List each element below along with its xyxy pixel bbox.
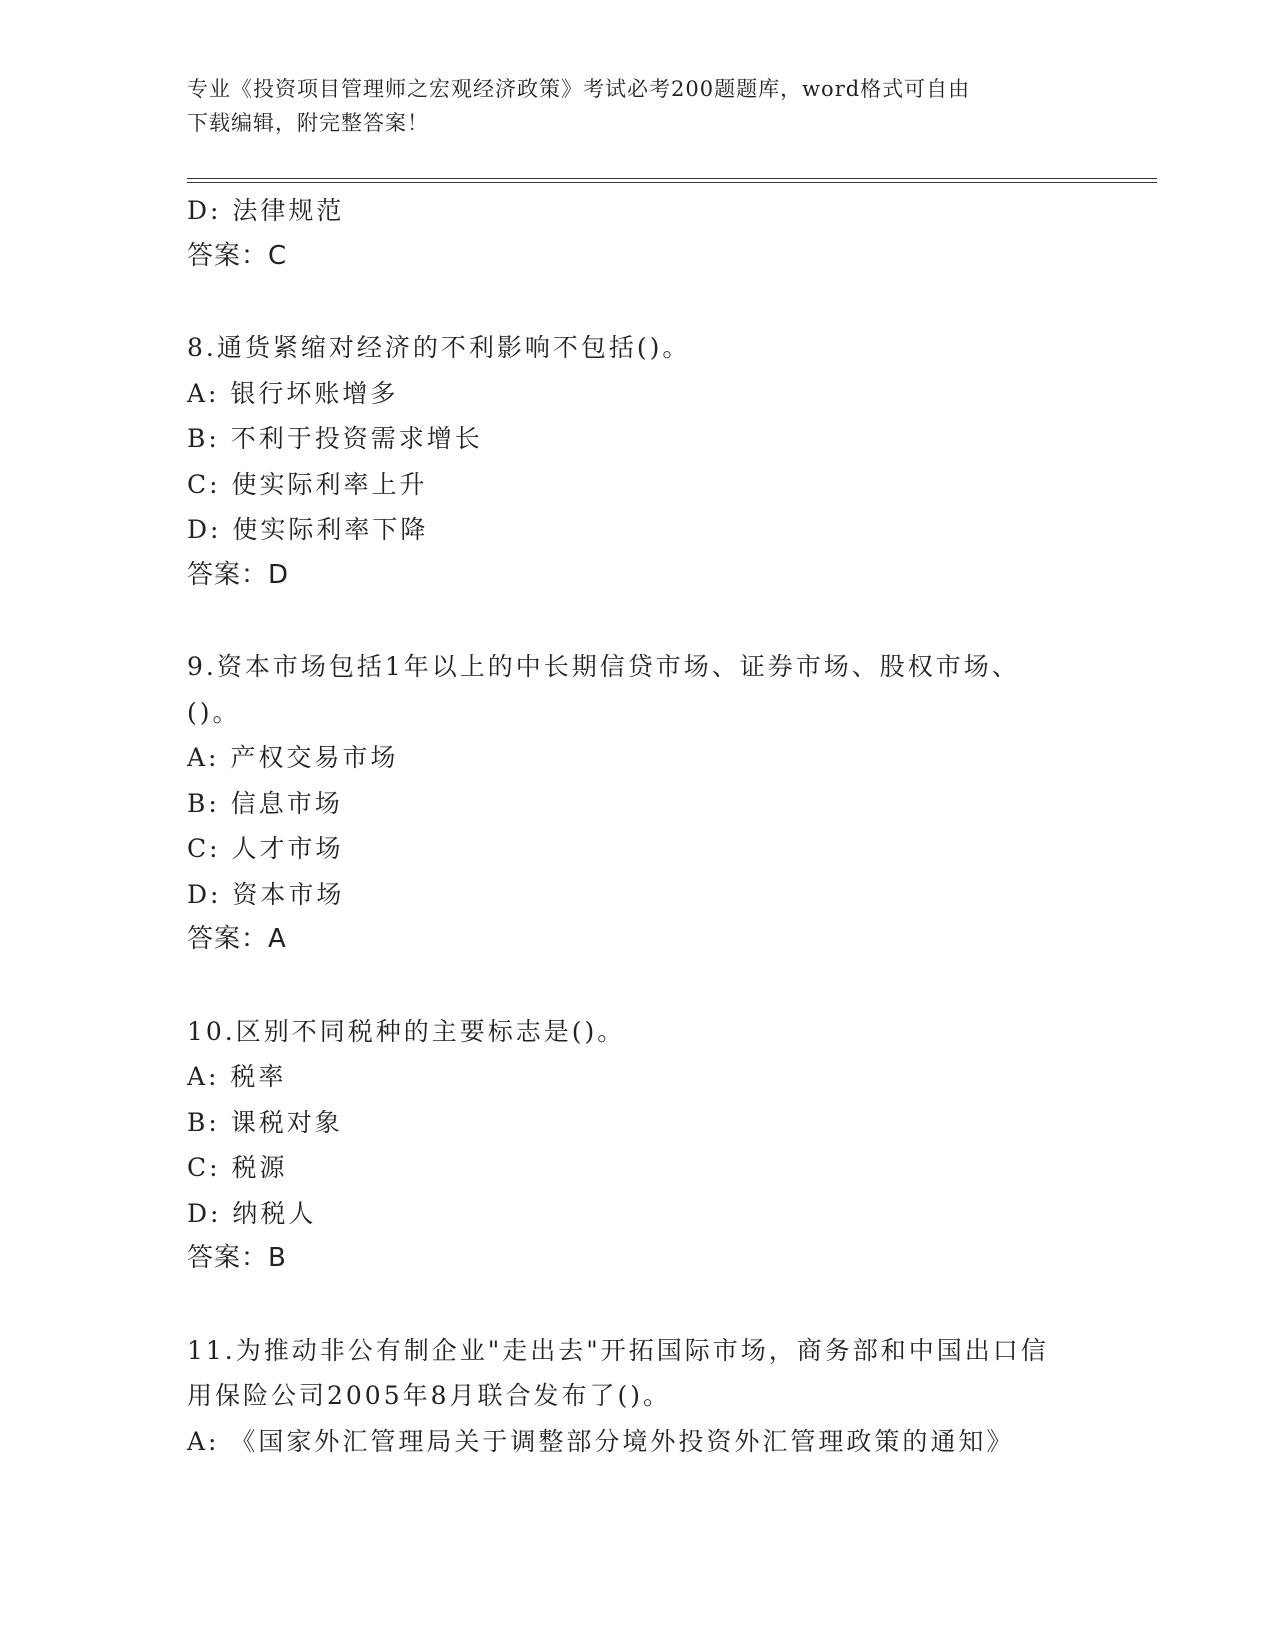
question-stem: 8.通货紧缩对经济的不利影响不包括()。 [187,333,691,362]
question-list [187,188,1087,1464]
option-b: B: 课税对象 [187,1107,343,1137]
option-c: C: 人才市场 [187,834,344,863]
question-stem: 9.资本市场包括1年以上的中长期信贷市场、证券市场、股权市场、 [187,652,1020,681]
header-line-1: 专业《投资项目管理师之宏观经济政策》考试必考200题题库，word格式可自由 [187,77,971,101]
header-divider [187,178,1157,183]
question-9 [187,644,1087,963]
question-stem: 11.为推动非公有制企业"走出去"开拓国际市场，商务部和中国出口信 [187,1335,1049,1365]
question-stem: 10.区别不同税种的主要标志是()。 [187,1016,626,1046]
option-a: A: 银行坏账增多 [187,378,399,408]
question-11 [187,1328,1087,1465]
question-stem-continued: 用保险公司2005年8月联合发布了()。 [187,1381,672,1410]
question-10 [187,1009,1087,1282]
spacer [187,963,1087,1009]
answer-line: 答案：A [187,924,287,954]
option-a: A: 税率 [187,1062,287,1091]
answer-line: 答案：D [187,559,290,590]
option-c: C: 使实际利率上升 [187,469,428,499]
document-header [187,72,1087,140]
option-a: A: 《国家外汇管理局关于调整部分境外投资外汇管理政策的通知》 [187,1426,1015,1456]
question-fragment [187,188,1087,279]
spacer [187,279,1087,325]
option-d: D: 纳税人 [187,1198,317,1228]
option-d: D: 法律规范 [187,196,345,225]
spacer [187,1282,1087,1328]
option-d: D: 资本市场 [187,879,345,909]
spacer [187,598,1087,644]
question-stem-continued: ()。 [187,697,241,727]
option-c: C: 税源 [187,1153,288,1182]
option-b: B: 不利于投资需求增长 [187,424,483,453]
question-8 [187,325,1087,598]
option-a: A: 产权交易市场 [187,743,399,772]
header-line-2: 下载编辑，附完整答案！ [187,111,429,135]
option-b: B: 信息市场 [187,788,343,818]
answer-line: 答案：C [187,240,288,271]
answer-line: 答案：B [187,1243,287,1273]
option-d: D: 使实际利率下降 [187,515,429,544]
